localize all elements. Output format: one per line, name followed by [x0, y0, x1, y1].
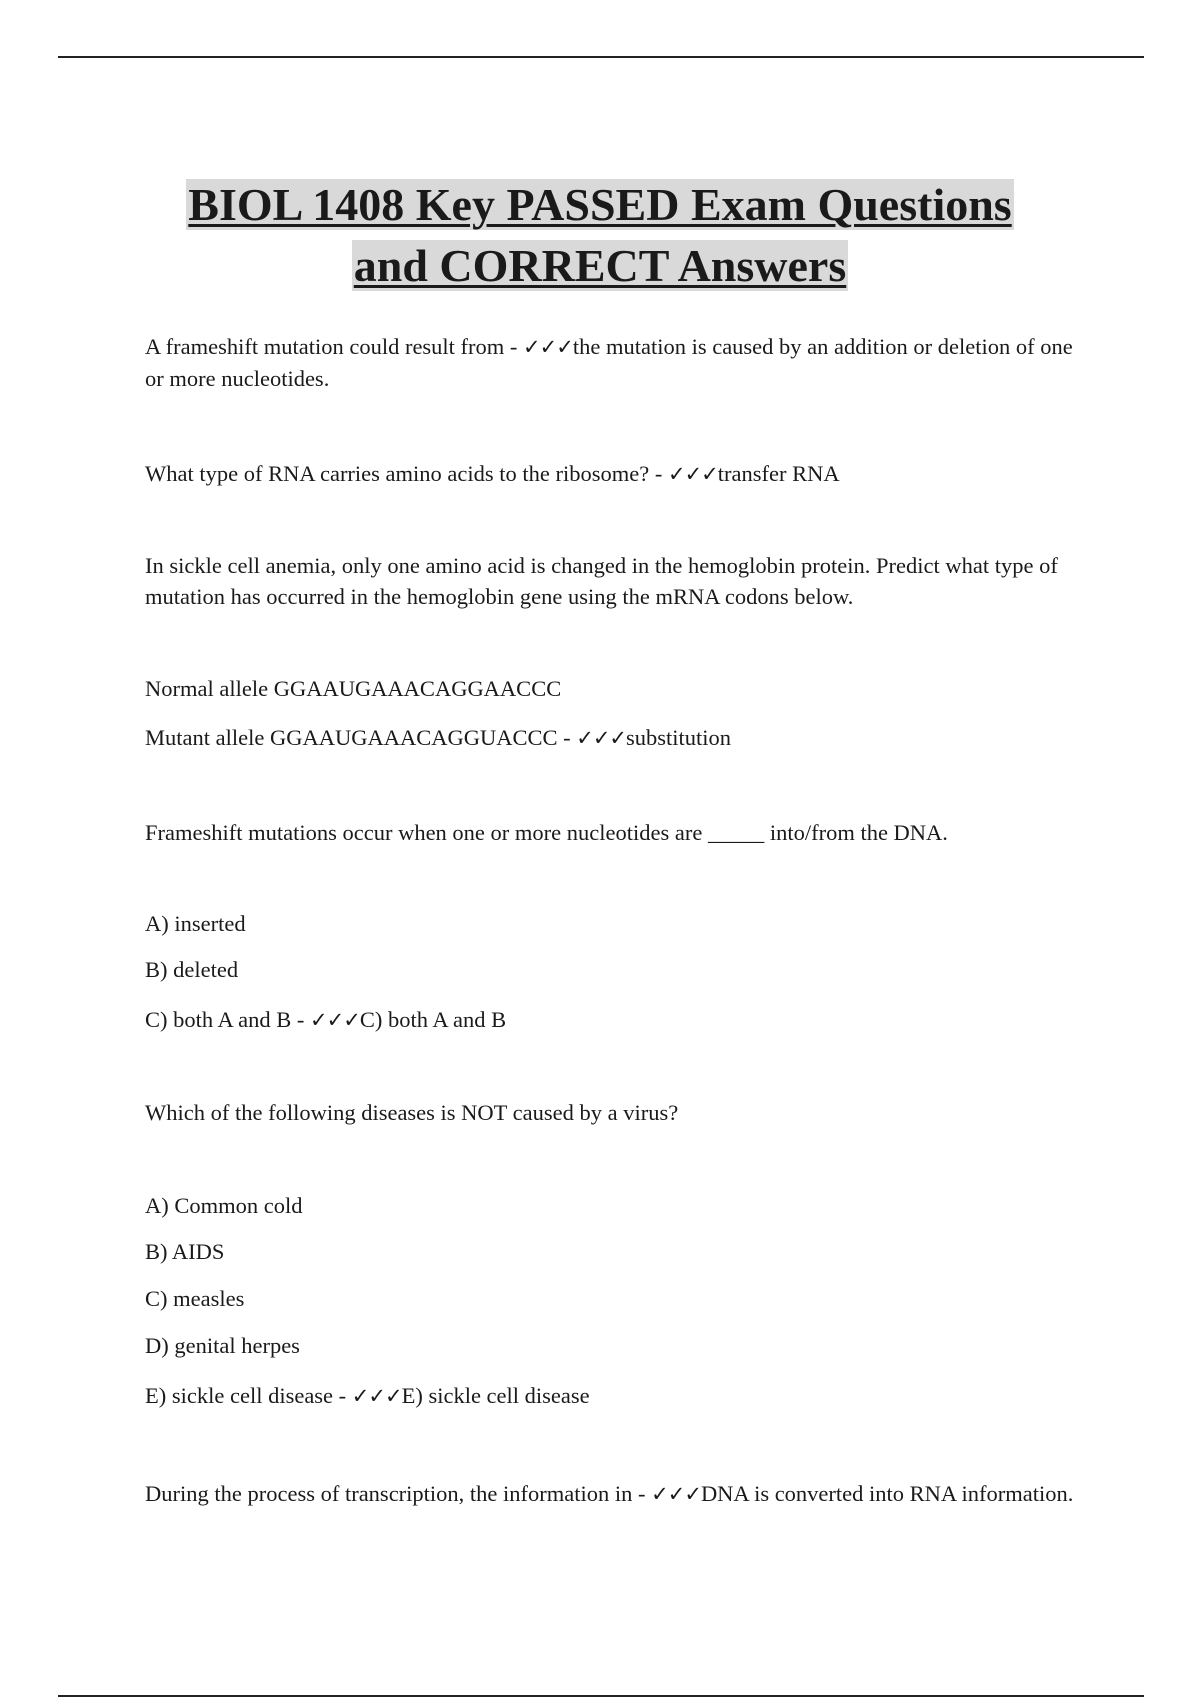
question-3-normal-allele: Normal allele GGAAUGAAACAGGAACCC [145, 676, 562, 701]
question-5-option-d: D) genital herpes [145, 1333, 300, 1358]
question-1-answer: the mutation is caused by an addition or deletion of one or more nucleotides. [145, 334, 1073, 391]
question-4-prompt: Frameshift mutations occur when one or more nucleotides are _____ into/from the DNA. [145, 820, 948, 845]
question-6-answer: DNA is converted into RNA information. [700, 1481, 1074, 1506]
question-5-answer: E) sickle cell disease [401, 1383, 590, 1408]
bottom-rule [58, 1695, 1144, 1697]
question-3-answer: substitution [626, 725, 732, 750]
question-6-prompt: During the process of transcription, the information in - [145, 1481, 652, 1506]
question-5-option-e [145, 1380, 1075, 1412]
question-4-option-c [145, 1004, 1075, 1036]
top-rule [58, 56, 1144, 58]
question-5-option-a: A) Common cold [145, 1193, 303, 1218]
question-4-option-a: A) inserted [145, 911, 246, 936]
question-3-mutant-text: Mutant allele GGAAUGAAACAGGUACCC - [145, 725, 577, 750]
question-5-prompt: Which of the following diseases is NOT caused by a virus? [145, 1100, 679, 1125]
question-5-option-e-text: E) sickle cell disease - [145, 1383, 352, 1408]
checkmark-icon: ✓✓✓ [310, 1008, 360, 1032]
question-4-answer: C) both A and B [359, 1007, 507, 1032]
question-2 [145, 458, 1075, 490]
title-line-1: BIOL 1408 Key PASSED Exam Questions [188, 178, 1012, 230]
question-5-option-c: C) measles [145, 1286, 245, 1311]
question-3-mutant-allele [145, 722, 1075, 754]
checkmark-icon: ✓✓✓ [667, 462, 718, 486]
question-2-answer: transfer RNA [717, 461, 840, 486]
question-1 [145, 331, 1075, 394]
checkmark-icon: ✓✓✓ [523, 335, 573, 359]
checkmark-icon: ✓✓✓ [651, 1482, 701, 1506]
title-line-2: and CORRECT Answers [353, 239, 847, 291]
question-6 [145, 1478, 1075, 1510]
question-4-option-c-text: C) both A and B - [145, 1007, 311, 1032]
checkmark-icon: ✓✓✓ [351, 1384, 402, 1408]
question-2-prompt: What type of RNA carries amino acids to the ribosome? - [145, 461, 668, 486]
question-1-prompt: A frameshift mutation could result from - [145, 334, 524, 359]
question-5-option-b: B) AIDS [145, 1239, 225, 1264]
question-4-option-b: B) deleted [145, 957, 239, 982]
question-3-prompt: In sickle cell anemia, only one amino acid is changed in the hemoglobin protein. Predict what type of mutation has occurred in the hemoglobin gene using the mRNA codons below. [145, 553, 1058, 609]
document-title [60, 174, 1140, 296]
checkmark-icon: ✓✓✓ [576, 726, 627, 750]
